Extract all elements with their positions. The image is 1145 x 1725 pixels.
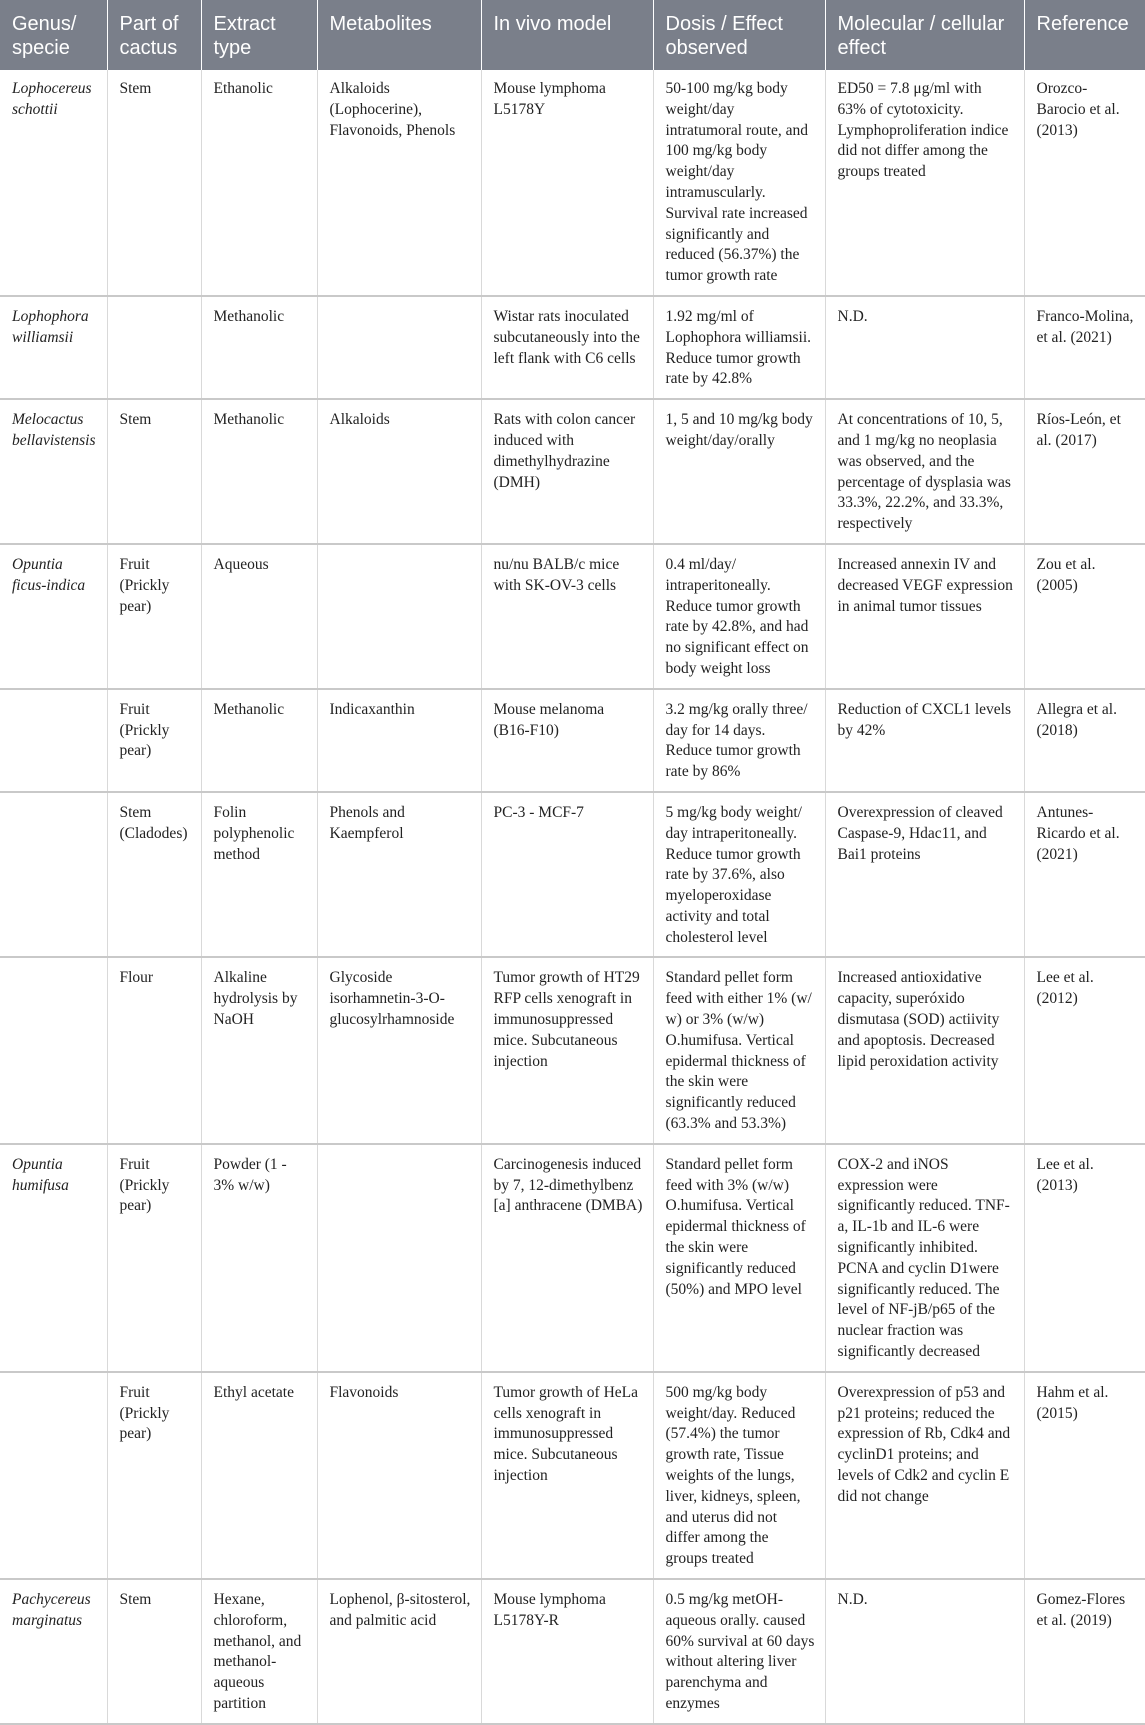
- cell-model: Mouse melanoma (B16-F10): [481, 689, 653, 792]
- table-row: [0, 957, 1145, 1143]
- cell-metabolites: Alkaloids: [317, 399, 481, 544]
- table-header-row: [0, 0, 1145, 70]
- table-row: [0, 544, 1145, 689]
- cell-part: Flour: [107, 957, 201, 1143]
- cell-dosis: 0.5 mg/kg metOH-aqueous orally. caused 60% survival at 60 days without altering liver parenchyma and enzymes: [653, 1579, 825, 1724]
- cell-metabolites: Flavonoids: [317, 1372, 481, 1579]
- cell-genus: Opuntia humifusa: [0, 1144, 107, 1372]
- header-part: Part of cactus: [107, 0, 201, 70]
- table-row: [0, 1144, 1145, 1372]
- table-row: [0, 399, 1145, 544]
- cell-part: Stem (Cladodes): [107, 792, 201, 958]
- cell-part: Stem: [107, 1579, 201, 1724]
- cell-metabolites: Indicaxanthin: [317, 689, 481, 792]
- cell-part: [107, 296, 201, 399]
- cell-part: Fruit (Prickly pear): [107, 544, 201, 689]
- cell-metabolites: Lophenol, β-sitosterol, and palmitic acid: [317, 1579, 481, 1724]
- cell-genus: Lophocereus schottii: [0, 70, 107, 296]
- cell-model: Mouse lymphoma L5178Y-R: [481, 1579, 653, 1724]
- cell-extract: Ethyl acetate: [201, 1372, 317, 1579]
- header-genus: Genus/ specie: [0, 0, 107, 70]
- cell-part: Stem: [107, 70, 201, 296]
- cell-dosis: 500 mg/kg body weight/day. Reduced (57.4%) the tumor growth rate, Tissue weights of the lungs, liver, kidneys, spleen, and uterus did not differ among the groups treated: [653, 1372, 825, 1579]
- header-metabolites: Metabolites: [317, 0, 481, 70]
- header-model: In vivo model: [481, 0, 653, 70]
- cell-metabolites: Alkaloids (Lophocerine), Flavonoids, Phenols: [317, 70, 481, 296]
- table-row: [0, 296, 1145, 399]
- cell-molecular: Overexpression of cleaved Caspase-9, Hdac11, and Bai1 proteins: [825, 792, 1024, 958]
- cell-reference: Gomez-Flores et al. (2019): [1024, 1579, 1145, 1724]
- cell-molecular: At concentrations of 10, 5, and 1 mg/kg no neoplasia was observed, and the percentage of dysplasia was 33.3%, 22.2%, and 33.3%, respectively: [825, 399, 1024, 544]
- cell-part: Fruit (Prickly pear): [107, 1372, 201, 1579]
- cell-part: Fruit (Prickly pear): [107, 1144, 201, 1372]
- cell-reference: Antunes-Ricardo et al. (2021): [1024, 792, 1145, 958]
- cell-part: Stem: [107, 399, 201, 544]
- cell-molecular: Increased annexin IV and decreased VEGF expression in animal tumor tissues: [825, 544, 1024, 689]
- header-dosis: Dosis / Effect observed: [653, 0, 825, 70]
- cell-metabolites: [317, 296, 481, 399]
- cell-part: Fruit (Prickly pear): [107, 689, 201, 792]
- cell-genus: Melocactus bellavistensis: [0, 399, 107, 544]
- cell-extract: Folin polyphenolic method: [201, 792, 317, 958]
- cell-molecular: Reduction of CXCL1 levels by 42%: [825, 689, 1024, 792]
- cell-reference: Zou et al. (2005): [1024, 544, 1145, 689]
- cell-molecular: Overexpression of p53 and p21 proteins; reduced the expression of Rb, Cdk4 and cyclinD1 proteins; and levels of Cdk2 and cyclin E did not change: [825, 1372, 1024, 1579]
- cell-model: Wistar rats inoculated subcutaneously into the left flank with C6 cells: [481, 296, 653, 399]
- cell-model: PC-3 - MCF-7: [481, 792, 653, 958]
- cell-dosis: 5 mg/kg body weight/ day intraperitoneally. Reduce tumor growth rate by 37.6%, also myeloperoxidase activity and total cholesterol level: [653, 792, 825, 958]
- header-reference: Reference: [1024, 0, 1145, 70]
- cell-dosis: 1.92 mg/ml of Lophophora williamsii. Reduce tumor growth rate by 42.8%: [653, 296, 825, 399]
- cell-genus: Lophophora williamsii: [0, 296, 107, 399]
- cell-dosis: Standard pellet form feed with 3% (w/w) O.humifusa. Vertical epidermal thickness of the skin were significantly reduced (50%) and MPO level: [653, 1144, 825, 1372]
- cell-metabolites: [317, 544, 481, 689]
- cell-genus: [0, 689, 107, 792]
- cell-genus: [0, 792, 107, 958]
- cell-molecular: ED50 = 7.8 μg/ml with 63% of cytotoxicity. Lymphoproliferation indice did not differ among the groups treated: [825, 70, 1024, 296]
- header-extract: Extract type: [201, 0, 317, 70]
- cell-genus: [0, 1372, 107, 1579]
- cell-model: Tumor growth of HT29 RFP cells xenograft in immunosuppressed mice. Subcutaneous injection: [481, 957, 653, 1143]
- cell-extract: Hexane, chloroform, methanol, and methanol-aqueous partition: [201, 1579, 317, 1724]
- cell-extract: Aqueous: [201, 544, 317, 689]
- cell-dosis: Standard pellet form feed with either 1% (w/ w) or 3% (w/w) O.humifusa. Vertical epidermal thickness of the skin were significantly reduced (63.3% and 53.3%): [653, 957, 825, 1143]
- table-row: [0, 70, 1145, 296]
- table-row: [0, 792, 1145, 958]
- cell-extract: Alkaline hydrolysis by NaOH: [201, 957, 317, 1143]
- cell-extract: Ethanolic: [201, 70, 317, 296]
- cell-molecular: Increased antioxidative capacity, superóxido dismutasa (SOD) actiivity and apoptosis. Decreased lipid peroxidation activity: [825, 957, 1024, 1143]
- cell-extract: Methanolic: [201, 296, 317, 399]
- header-molecular: Molecular / cellular effect: [825, 0, 1024, 70]
- cell-dosis: 3.2 mg/kg orally three/ day for 14 days. Reduce tumor growth rate by 86%: [653, 689, 825, 792]
- cell-reference: Allegra et al. (2018): [1024, 689, 1145, 792]
- cell-molecular: N.D.: [825, 1579, 1024, 1724]
- cell-metabolites: [317, 1144, 481, 1372]
- cell-reference: Ríos-León, et al. (2017): [1024, 399, 1145, 544]
- cell-extract: Powder (1 - 3% w/w): [201, 1144, 317, 1372]
- cell-model: Mouse lymphoma L5178Y: [481, 70, 653, 296]
- cell-reference: Franco-Molina, et al. (2021): [1024, 296, 1145, 399]
- table-row: [0, 689, 1145, 792]
- cell-model: Rats with colon cancer induced with dimethylhydrazine (DMH): [481, 399, 653, 544]
- cell-metabolites: Phenols and Kaempferol: [317, 792, 481, 958]
- cell-dosis: 1, 5 and 10 mg/kg body weight/day/orally: [653, 399, 825, 544]
- cell-molecular: N.D.: [825, 296, 1024, 399]
- cell-genus: Pachycereus marginatus: [0, 1579, 107, 1724]
- cell-dosis: 0.4 ml/day/ intraperitoneally. Reduce tumor growth rate by 42.8%, and had no significant effect on body weight loss: [653, 544, 825, 689]
- cell-metabolites: Glycoside isorhamnetin-3-O-glucosylrhamnoside: [317, 957, 481, 1143]
- cell-extract: Methanolic: [201, 689, 317, 792]
- cell-reference: Orozco-Barocio et al. (2013): [1024, 70, 1145, 296]
- cell-extract: Methanolic: [201, 399, 317, 544]
- cell-model: Carcinogenesis induced by 7, 12-dimethylbenz [a] anthracene (DMBA): [481, 1144, 653, 1372]
- table-row: [0, 1579, 1145, 1724]
- cell-reference: Lee et al. (2012): [1024, 957, 1145, 1143]
- cell-dosis: 50-100 mg/kg body weight/day intratumoral route, and 100 mg/kg body weight/day intramuscularly. Survival rate increased significantly and reduced (56.37%) the tumor growth rate: [653, 70, 825, 296]
- cell-reference: Hahm et al. (2015): [1024, 1372, 1145, 1579]
- cell-molecular: COX-2 and iNOS expression were significantly reduced. TNF-a, IL-1b and IL-6 were significantly inhibited. PCNA and cyclin D1were significantly reduced. The level of NF-jB/p65 of the nuclear fraction was significantly decreased: [825, 1144, 1024, 1372]
- cell-model: Tumor growth of HeLa cells xenograft in immunosuppressed mice. Subcutaneous injection: [481, 1372, 653, 1579]
- cell-reference: Lee et al. (2013): [1024, 1144, 1145, 1372]
- cell-genus: [0, 957, 107, 1143]
- table-row: [0, 1372, 1145, 1579]
- cell-model: nu/nu BALB/c mice with SK-OV-3 cells: [481, 544, 653, 689]
- cell-genus: Opuntia ficus-indica: [0, 544, 107, 689]
